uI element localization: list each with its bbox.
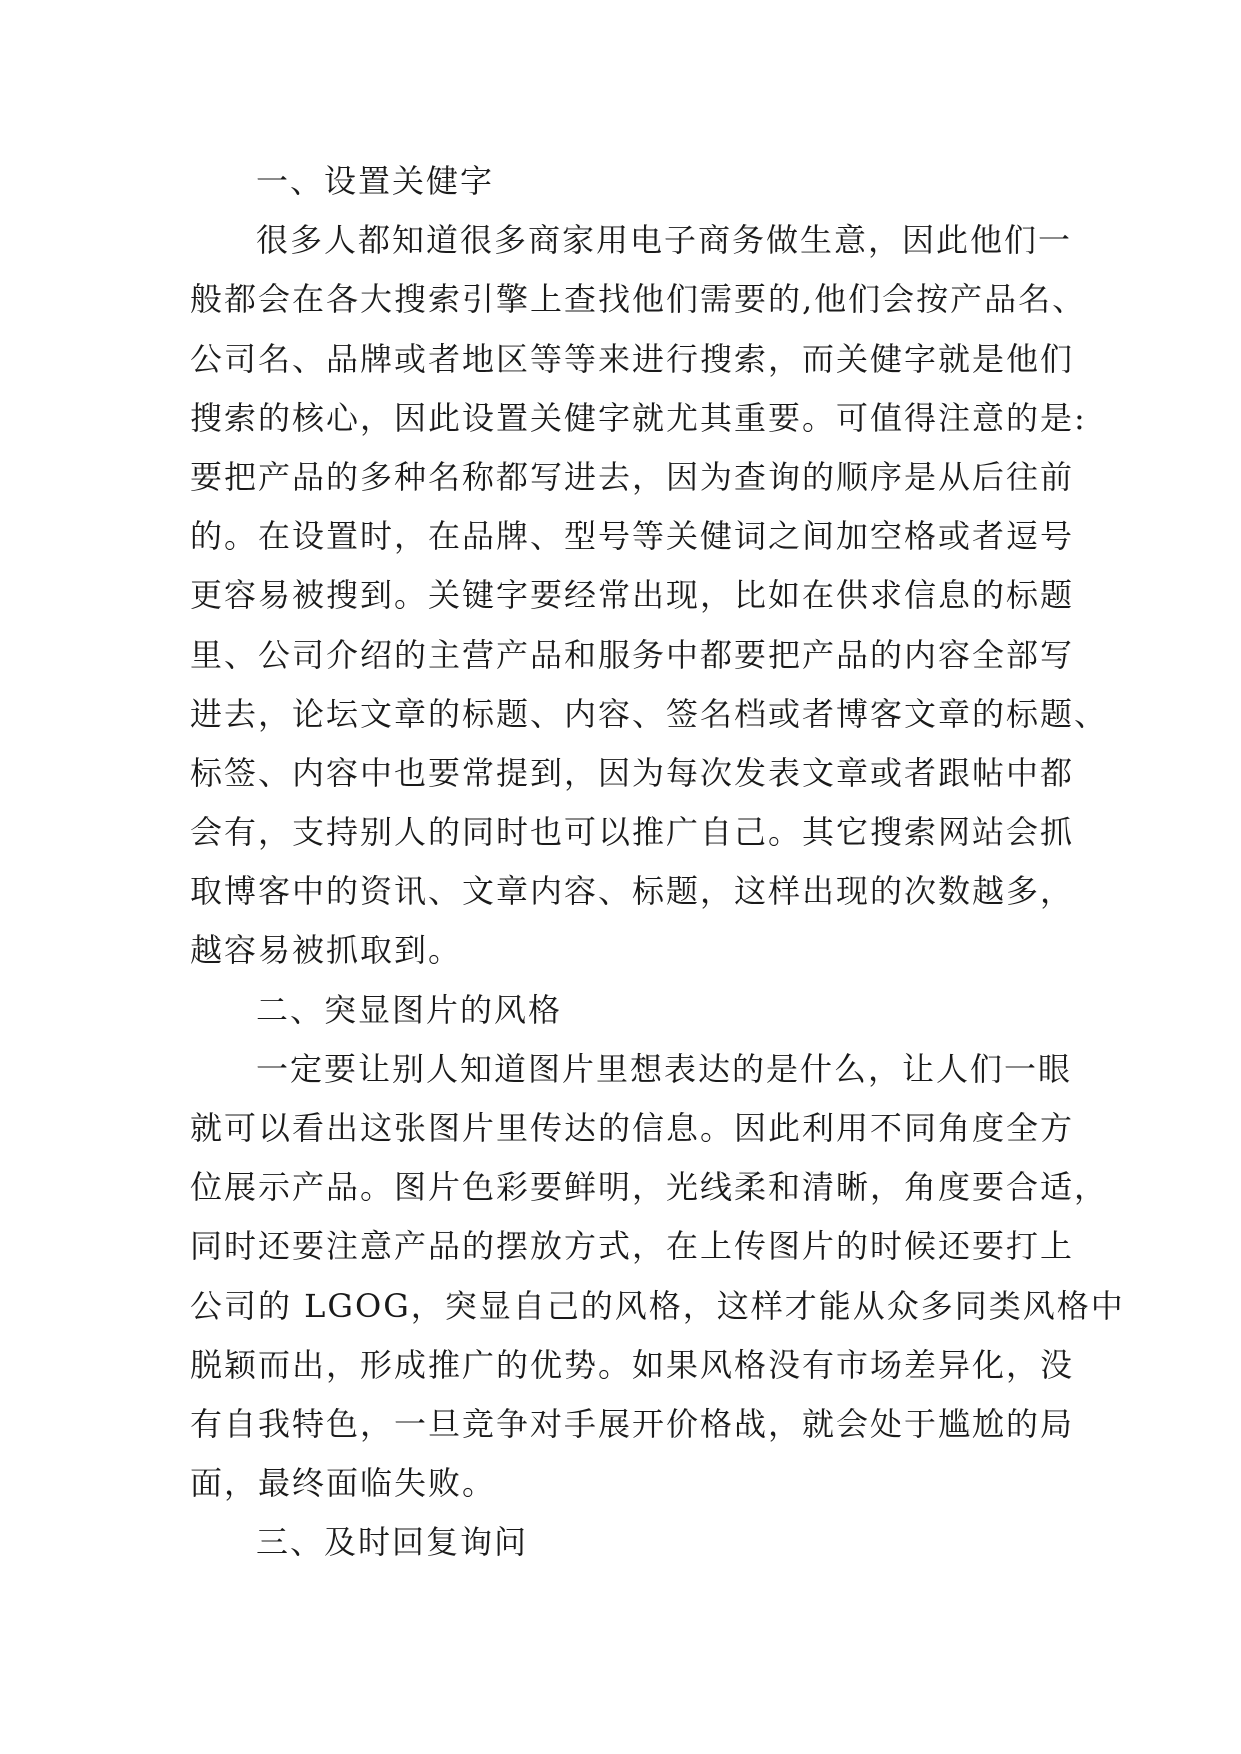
section-heading-3: 三、及时回复询问	[256, 1523, 529, 1562]
paragraph-2-line: 就可以看出这张图片里传达的信息。因此利用不同角度全方	[190, 1109, 1075, 1147]
paragraph-1-line: 标签、内容中也要常提到，因为每次发表文章或者跟帖中都	[190, 753, 1075, 792]
paragraph-1-line: 里、公司介绍的主营产品和服务中都要把产品的内容全部写	[190, 635, 1075, 674]
paragraph-1-line: 更容易被搜到。关键字要经常出现，比如在供求信息的标题	[190, 576, 1075, 615]
paragraph-1-line: 很多人都知道很多商家用电子商务做生意，因此他们一	[256, 221, 1073, 260]
paragraph-2-line: 有自我特色，一旦竞争对手展开价格战，就会处于尴尬的局	[190, 1404, 1075, 1443]
paragraph-1-line: 般都会在各大搜索引擎上查找他们需要的,他们会按产品名、	[190, 280, 1087, 319]
paragraph-1-line: 取博客中的资讯、文章内容、标题，这样出现的次数越多，	[190, 872, 1075, 911]
paragraph-2-line: 公司的 LGOG，突显自己的风格，这样才能从众多同类风格中	[190, 1286, 1125, 1325]
paragraph-2-line: 位展示产品。图片色彩要鲜明，光线柔和清晰，角度要合适，	[190, 1168, 1109, 1207]
paragraph-1-line: 会有，支持别人的同时也可以推广自己。其它搜索网站会抓	[190, 813, 1075, 852]
paragraph-2-line: 一定要让别人知道图片里想表达的是什么，让人们一眼	[256, 1049, 1073, 1088]
paragraph-1-line: 的。在设置时，在品牌、型号等关健词之间加空格或者逗号	[190, 517, 1075, 556]
paragraph-1-line: 越容易被抓取到。	[190, 931, 463, 970]
paragraph-1-line: 搜索的核心，因此设置关健字就尤其重要。可值得注意的是:	[190, 398, 1087, 437]
document-body	[190, 152, 1125, 1573]
paragraph-1-line: 要把产品的多种名称都写进去，因为查询的顺序是从后往前	[190, 457, 1075, 496]
paragraph-2-line: 面，最终面临失败。	[190, 1464, 497, 1503]
section-heading-1: 一、设置关健字	[256, 162, 495, 200]
paragraph-1-line: 公司名、品牌或者地区等等来进行搜索，而关健字就是他们	[190, 339, 1075, 378]
paragraph-2-line: 同时还要注意产品的摆放方式，在上传图片的时候还要打上	[190, 1227, 1075, 1266]
section-heading-2: 二、突显图片的风格	[256, 990, 563, 1029]
paragraph-2-line: 脱颖而出，形成推广的优势。如果风格没有市场差异化，没	[190, 1345, 1075, 1384]
paragraph-1-line: 进去，论坛文章的标题、内容、签名档或者博客文章的标题、	[190, 694, 1109, 733]
